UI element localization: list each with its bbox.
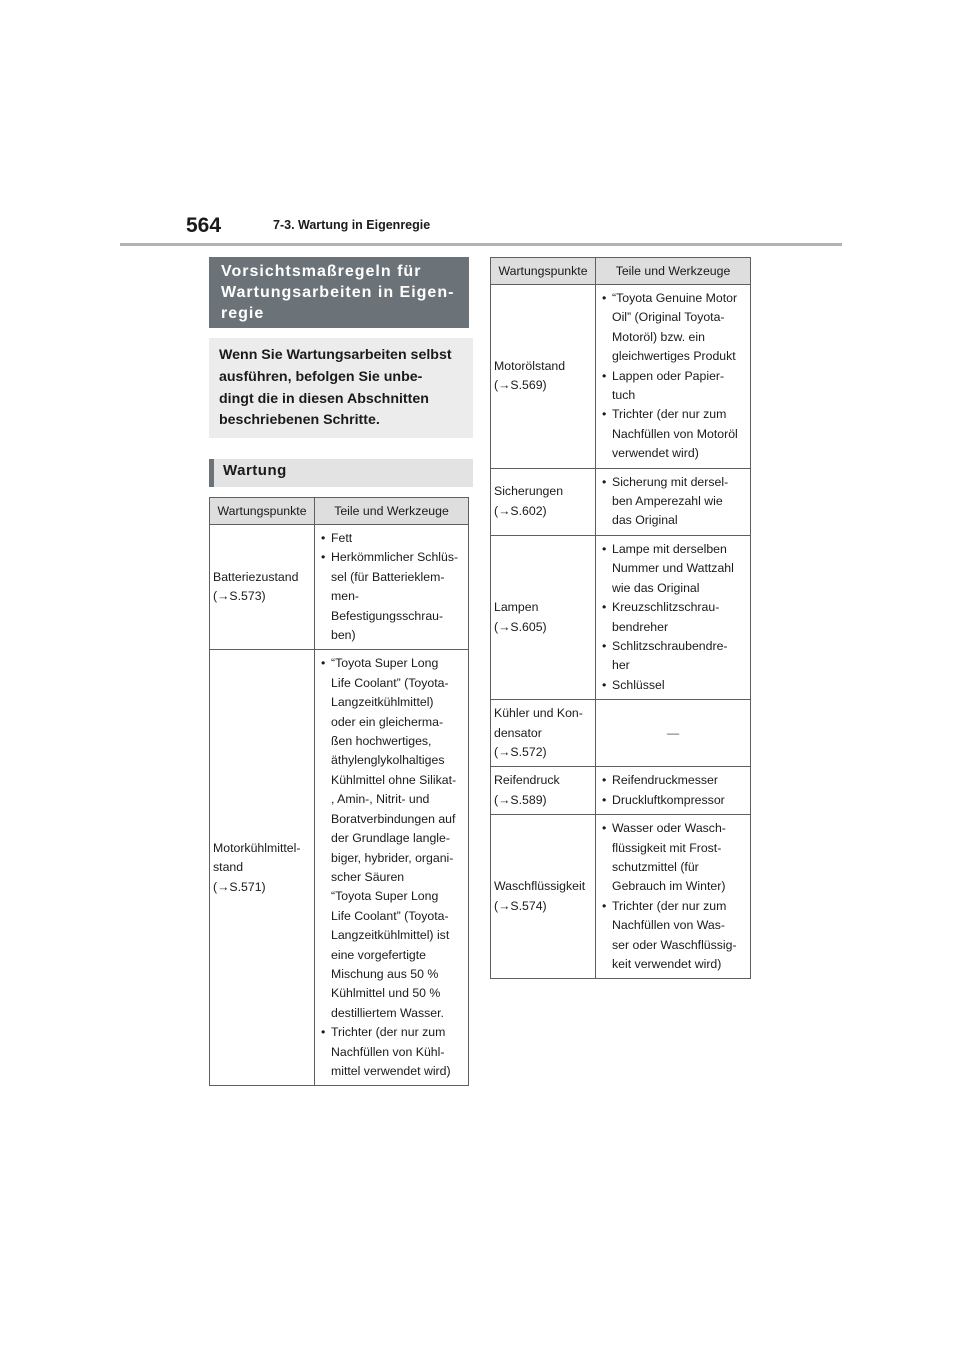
column-header: Teile und Werkzeuge — [315, 498, 469, 525]
maintenance-point-cell — [491, 700, 596, 767]
maintenance-point-cell — [210, 525, 315, 650]
heading-line: regie — [221, 305, 265, 322]
tool-text-line: “Toyota Super Long — [331, 889, 439, 904]
tool-bullet-item: • Schlitzschraubendre- — [599, 637, 746, 656]
tool-bullet-item: • Herkömmlicher Schlüs- — [318, 548, 464, 567]
tool-text-line: wie das Original — [612, 580, 700, 595]
maintenance-point-line: (→S.569) — [494, 378, 547, 393]
maintenance-point-line: Sicherungen — [494, 484, 564, 499]
tools-cell — [596, 767, 751, 815]
table-row — [491, 468, 751, 535]
tool-text-line: scher Säuren — [331, 869, 405, 884]
tool-text-line: ser oder Waschflüssig- — [612, 937, 737, 952]
maintenance-point-line: stand — [213, 860, 244, 875]
tool-bullet-item: • Fett — [318, 529, 464, 548]
maintenance-table-left — [209, 497, 469, 1086]
tools-cell — [315, 525, 469, 650]
tool-bullet-item: • Trichter (der nur zum — [599, 897, 746, 916]
tool-text-line: schutzmittel (für — [612, 859, 699, 874]
section-title: 7-3. Wartung in Eigenregie — [273, 218, 431, 232]
tool-text-line: eine vorgefertigte — [331, 947, 427, 962]
maintenance-point-cell — [491, 535, 596, 699]
tool-text-line: sel (für Batterieklem- — [331, 569, 445, 584]
table-row — [491, 535, 751, 699]
table-row — [491, 767, 751, 815]
maintenance-point-line: Reifendruck — [494, 773, 560, 788]
tool-bullet-item: • Kreuzschlitzschrau- — [599, 598, 746, 617]
tool-text-line: Gebrauch im Winter) — [612, 879, 726, 894]
column-header: Wartungspunkte — [491, 258, 596, 285]
tool-text-line: Oil” (Original Toyota- — [612, 310, 725, 325]
maintenance-point-cell — [491, 468, 596, 535]
subheading-wartung — [209, 459, 473, 487]
maintenance-point-line: Waschflüssigkeit — [494, 879, 586, 894]
tool-text-line: Life Coolant” (Toyota- — [331, 908, 449, 923]
tool-text-line: biger, hybrider, organi- — [331, 850, 454, 865]
tool-bullet-item: • Lampe mit derselben — [599, 540, 746, 559]
tool-text-line: Nachfüllen von Was- — [612, 918, 725, 933]
tool-text-line: flüssigkeit mit Frost- — [612, 840, 722, 855]
table-row — [210, 650, 469, 1086]
tool-text-line: Motoröl) bzw. ein — [612, 329, 705, 344]
tool-text-line: Langzeitkühlmittel) — [331, 695, 434, 710]
tool-text-line: Life Coolant” (Toyota- — [331, 675, 449, 690]
tool-text-line: destilliertem Wasser. — [331, 1005, 444, 1020]
maintenance-point-line: densator — [494, 725, 542, 740]
tool-text-line: das Original — [612, 513, 678, 528]
tool-text-line: Boratverbindungen auf — [331, 811, 456, 826]
tool-bullet-item: • Trichter (der nur zum — [599, 405, 746, 424]
tool-text-line: Kühlmittel ohne Silikat- — [331, 772, 457, 787]
tool-text-line: keit verwendet wird) — [612, 957, 722, 971]
maintenance-point-line: (→S.589) — [494, 792, 547, 807]
tools-cell — [596, 815, 751, 979]
tools-cell — [596, 468, 751, 535]
table-row — [210, 525, 469, 650]
tool-text-line: tuch — [612, 388, 636, 403]
tool-text-line: bendreher — [612, 619, 669, 634]
tool-text-line: , Amin-, Nitrit- und — [331, 792, 430, 807]
table-header-row — [491, 258, 751, 285]
tool-text-line: her — [612, 658, 630, 673]
maintenance-point-line: (→S.605) — [494, 619, 547, 634]
tool-text-line: mittel verwendet wird) — [331, 1063, 451, 1078]
maintenance-point-line: (→S.574) — [494, 898, 547, 913]
intro-line: Wenn Sie Wartungsarbeiten selbst — [219, 347, 452, 363]
tool-text-line: verwendet wird) — [612, 446, 699, 461]
maintenance-point-line: (→S.573) — [213, 589, 266, 604]
tool-bullet-item: • “Toyota Super Long — [318, 654, 464, 673]
tool-bullet-item: • Druckluftkompressor — [599, 791, 746, 810]
section-heading-box — [209, 257, 469, 328]
tool-text-line: ben Amperezahl wie — [612, 494, 723, 509]
maintenance-point-line: (→S.602) — [494, 503, 547, 518]
maintenance-point-line: (→S.571) — [213, 879, 266, 894]
tool-text-line: Nachfüllen von Kühl- — [331, 1044, 445, 1059]
maintenance-point-line: Lampen — [494, 600, 539, 615]
maintenance-point-line: Batteriezustand — [213, 569, 299, 584]
tool-bullet-item: • Reifendruckmesser — [599, 771, 746, 790]
tool-text-line: ßen hochwertiges, — [331, 734, 432, 749]
table-row — [491, 285, 751, 469]
column-header: Teile und Werkzeuge — [596, 258, 751, 285]
tool-bullet-item: • Trichter (der nur zum — [318, 1023, 464, 1042]
tools-cell — [315, 650, 469, 1086]
intro-note — [209, 338, 473, 438]
tool-text-line: der Grundlage langle- — [331, 831, 450, 846]
maintenance-point-cell — [491, 815, 596, 979]
maintenance-table-right — [490, 257, 751, 979]
maintenance-point-cell — [210, 650, 315, 1086]
maintenance-point-line: (→S.572) — [494, 744, 547, 759]
tool-text-line: Nummer und Wattzahl — [612, 561, 734, 576]
tool-bullet-item: • “Toyota Genuine Motor — [599, 289, 746, 308]
maintenance-point-cell — [491, 767, 596, 815]
table-row — [491, 700, 751, 767]
tool-text-line: Langzeitkühlmittel) ist — [331, 928, 450, 943]
tool-text-line: ben) — [331, 628, 356, 643]
not-applicable-dash: — — [596, 700, 751, 767]
header-divider — [120, 243, 842, 246]
heading-line: Wartungsarbeiten in Eigen- — [221, 284, 455, 301]
intro-line: beschriebenen Schritte. — [219, 412, 380, 429]
subheading-text: Wartung — [223, 462, 287, 479]
maintenance-point-line: Kühler und Kon- — [494, 706, 583, 721]
tool-text-line: oder ein gleicherma- — [331, 714, 444, 729]
tools-cell — [596, 285, 751, 469]
tool-text-line: men- — [331, 589, 360, 604]
tool-text-line: Kühlmittel und 50 % — [331, 986, 441, 1001]
table-header-row — [210, 498, 469, 525]
page-number: 564 — [186, 214, 222, 237]
column-header: Wartungspunkte — [210, 498, 315, 525]
table-row — [491, 815, 751, 979]
maintenance-point-cell — [491, 285, 596, 469]
tool-text-line: äthylenglykolhaltiges — [331, 753, 445, 768]
tool-bullet-item: • Sicherung mit dersel- — [599, 473, 746, 492]
tool-bullet-item: • Wasser oder Wasch- — [599, 819, 746, 838]
tool-bullet-item: • Lappen oder Papier- — [599, 367, 746, 386]
maintenance-point-line: Motorkühlmittel- — [213, 840, 301, 855]
intro-line: ausführen, befolgen Sie unbe- — [219, 368, 423, 385]
intro-line: dingt die in diesen Abschnitten — [219, 390, 429, 407]
maintenance-point-line: Motorölstand — [494, 358, 566, 373]
tool-text-line: Befestigungsschrau- — [331, 608, 444, 623]
heading-line: Vorsichtsmaßregeln für — [221, 263, 422, 280]
tools-cell — [596, 535, 751, 699]
tool-text-line: Nachfüllen von Motoröl — [612, 426, 738, 441]
tool-text-line: gleichwertiges Produkt — [612, 349, 736, 364]
tool-text-line: Mischung aus 50 % — [331, 966, 439, 981]
tool-bullet-item: • Schlüssel — [599, 676, 746, 695]
